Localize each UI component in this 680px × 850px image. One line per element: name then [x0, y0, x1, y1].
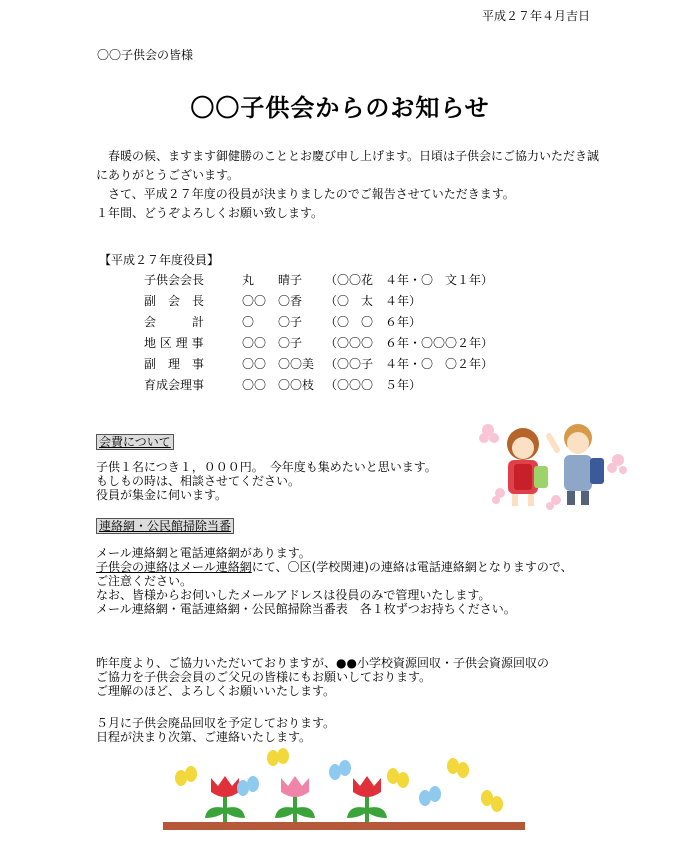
children-illustration [478, 408, 628, 513]
tulip-icon [275, 776, 315, 822]
officer-role: 育成会理事 [144, 378, 205, 392]
intro-para-2: さて、平成２７年度の役員が決まりましたのでご報告させていただきます。 [96, 187, 515, 201]
officer-detail: （〇〇〇 ６年・〇〇〇２年） [325, 336, 494, 350]
contact-line: ご注意ください。 [96, 574, 193, 588]
recycling-line: ご協力を子供会会員のご父兄の皆様にもお願いしております。 [96, 670, 432, 684]
collection-line: 日程が決まり次第、ご連絡いたします。 [96, 730, 312, 744]
boy-icon [545, 424, 604, 505]
officer-name: 丸 晴子 [242, 273, 303, 287]
officer-name: 〇〇 〇〇美 [242, 357, 315, 371]
girl-icon [507, 428, 548, 506]
intro-para-3: １年間、どうぞよろしくお願い致します。 [96, 206, 324, 220]
intro-paragraph [96, 147, 601, 223]
fee-section-body [96, 460, 437, 502]
officers-table [144, 269, 493, 395]
contact-section-heading: 連絡網・公民館掃除当番 [96, 518, 234, 534]
email-network-emphasis: 子供会の連絡はメール連絡網 [96, 560, 252, 574]
officer-role: 副 会 長 [144, 294, 205, 308]
recycling-line: ご理解のほど、よろしくお願いいたします。 [96, 684, 336, 698]
officer-name: 〇〇 〇子 [242, 336, 303, 350]
contact-line-rest: にて、〇区(学校関連)の連絡は電話連絡網となりますので、 [251, 560, 573, 574]
officer-detail: （〇〇子 ４年・〇 〇２年） [325, 357, 494, 371]
butterfly-icon [419, 786, 441, 806]
butterfly-icon [329, 760, 351, 780]
officer-detail: （〇〇〇 ５年） [325, 378, 422, 392]
greeting: 〇〇子供会の皆様 [97, 48, 194, 62]
butterfly-icon [387, 768, 409, 788]
fee-line: 子供１名につき１，０００円。 今年度も集めたいと思います。 [96, 460, 437, 474]
collection-line: ５月に子供会廃品回収を予定しております。 [96, 716, 336, 730]
officer-row [144, 311, 493, 332]
contact-line [96, 560, 573, 574]
officer-name: 〇〇 〇〇枝 [242, 378, 315, 392]
recycling-line: 昨年度より、ご協力いただいておりますが、●●小学校資源回収・子供会資源回収の [96, 656, 549, 670]
officer-name: 〇〇 〇香 [242, 294, 303, 308]
officer-detail: （〇 太 ４年） [325, 294, 422, 308]
recycling-paragraph [96, 656, 549, 698]
tulip-icon [347, 776, 387, 822]
officer-row [144, 290, 493, 311]
contact-line: メール連絡網と電話連絡網があります。 [96, 546, 311, 560]
officer-row [144, 374, 493, 395]
tulip-border-illustration [163, 748, 563, 838]
document-date: 平成２７年４月吉日 [481, 9, 590, 23]
officer-role: 子供会会長 [144, 273, 205, 287]
butterfly-icon [481, 790, 503, 812]
waste-collection-paragraph [96, 716, 335, 744]
page-title: 〇〇子供会からのお知らせ [190, 94, 490, 122]
fee-line: もしもの時は、相談させてください。 [96, 474, 301, 488]
butterfly-icon [267, 748, 289, 766]
officer-role: 地 区 理 事 [144, 336, 204, 350]
fee-section-heading: 会費について [96, 434, 174, 450]
officer-role: 副 理 事 [144, 357, 205, 371]
butterfly-icon [237, 776, 259, 796]
contact-line: なお、皆様からお伺いしたメールアドレスは役員のみで管理いたします。 [96, 588, 491, 602]
butterfly-icon [447, 758, 469, 778]
fee-line: 役員が集金に伺います。 [96, 488, 228, 502]
butterfly-icon [175, 766, 197, 786]
officer-name: 〇 〇子 [242, 315, 303, 329]
intro-para-1: 春暖の候、ますます御健勝のこととお慶び申し上げます。日頃は子供会にご協力いただき誠にありがとうございます。 [96, 149, 600, 182]
cherry-blossom-icon [479, 424, 627, 510]
officer-row [144, 269, 493, 290]
contact-line: メール連絡網・電話連絡網・公民館掃除当番表 各１枚ずつお持ちください。 [96, 602, 516, 616]
officer-role: 会 計 [144, 315, 205, 329]
officer-detail: （〇 〇 ６年） [325, 315, 422, 329]
officer-row [144, 353, 493, 374]
contact-section-body [96, 546, 573, 616]
soil-strip [163, 822, 525, 830]
officers-heading: 【平成２７年度役員】 [99, 253, 220, 267]
officer-row [144, 332, 493, 353]
officer-detail: （〇〇花 ４年・〇 文１年） [325, 273, 494, 287]
